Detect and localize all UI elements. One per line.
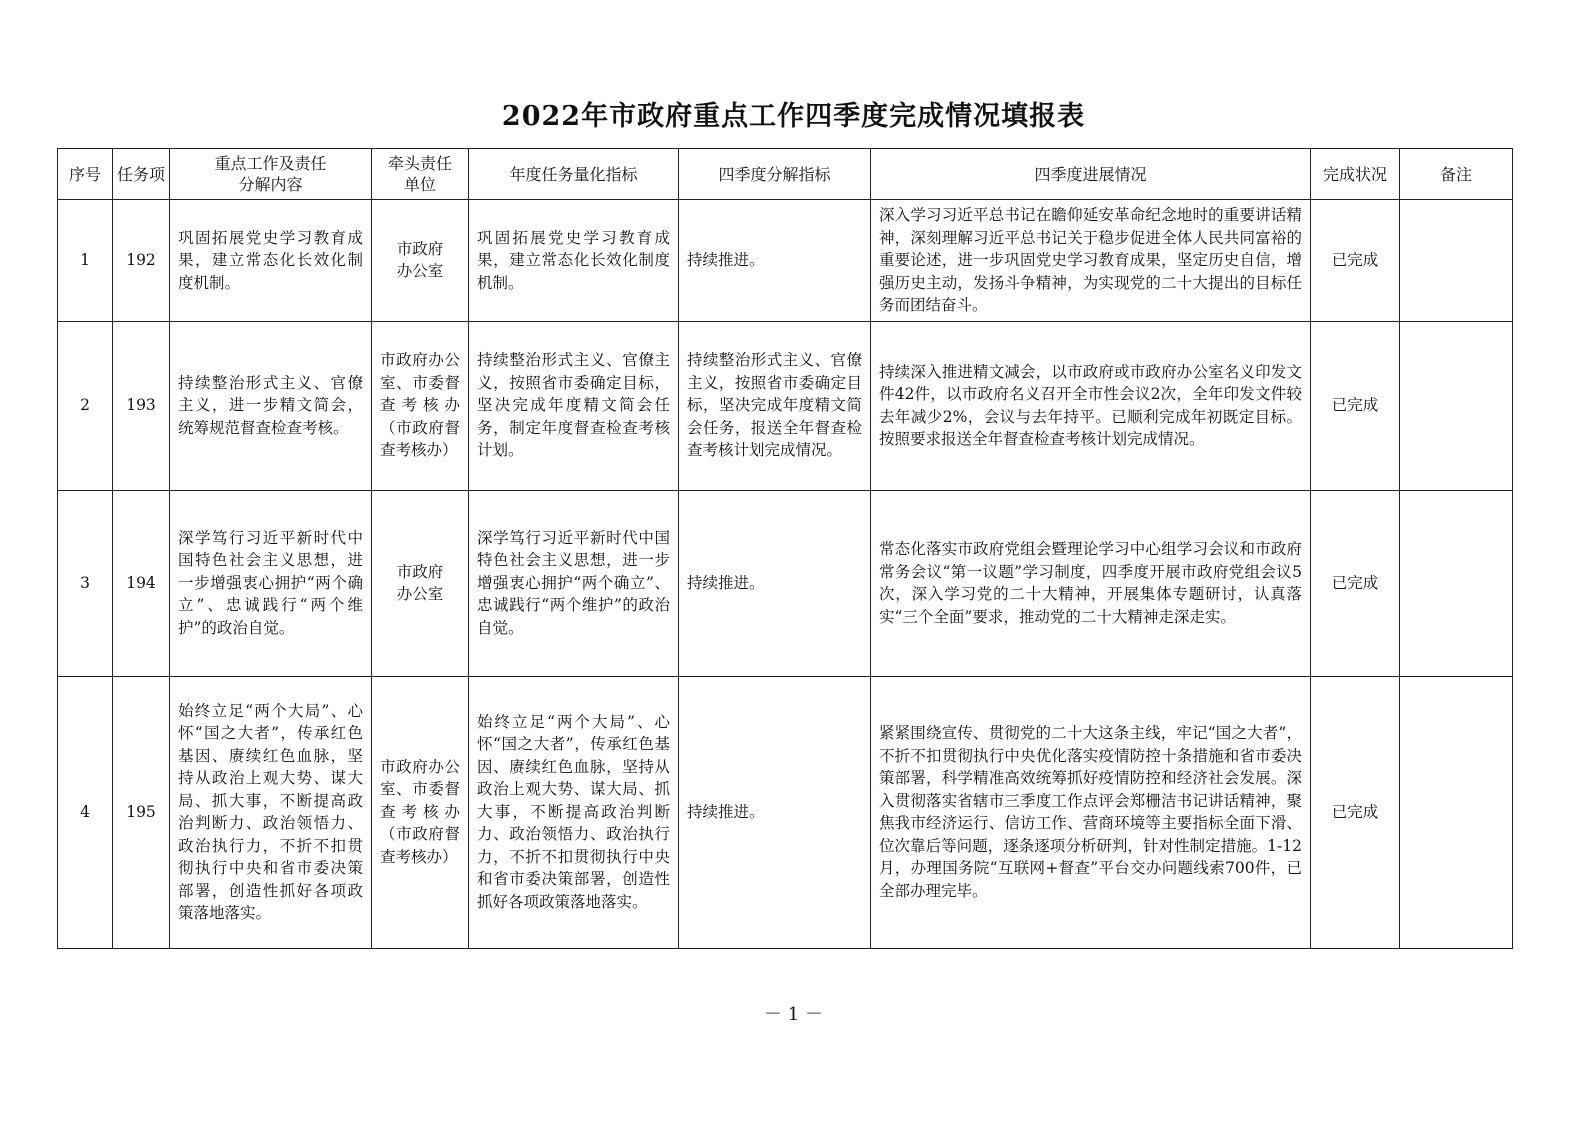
cell-content: 始终立足“两个大局”、心怀“国之大者”，传承红色基因、赓续红色血脉，坚持从政治上观大势、谋大局、抓大事，不断提高政治判断力、政治领悟力、政治执行力，不折不扣贯彻执行中央和省市委决策部署，创造性抓好各项政策落地落实。 <box>170 676 372 948</box>
cell-q4-indicator: 持续推进。 <box>679 200 871 322</box>
cell-unit: 市政府办公室 <box>372 200 469 322</box>
cell-note <box>1400 490 1513 676</box>
cell-note <box>1400 321 1513 490</box>
cell-progress: 持续深入推进精文减会，以市政府或市政府办公室名义印发文件42件，以市政府名义召开全市性会议2次，全年印发文件较去年减少2%，会议与去年持平。已顺利完成年初既定目标。按照要求报送全年督查检查考核计划完成情况。 <box>871 321 1311 490</box>
header-indicator: 年度任务量化指标 <box>469 149 679 200</box>
cell-task: 195 <box>113 676 170 948</box>
cell-seq: 3 <box>58 490 113 676</box>
table-row <box>58 321 1513 490</box>
cell-q4-indicator: 持续整治形式主义、官僚主义，按照省市委确定目标，坚决完成年度精文简会任务，报送全年督查检查考核计划完成情况。 <box>679 321 871 490</box>
cell-status: 已完成 <box>1311 321 1400 490</box>
table-row <box>58 200 1513 322</box>
cell-indicator: 持续整治形式主义、官僚主义，按照省市委确定目标，坚决完成年度精文简会任务，制定年度督查检查考核计划。 <box>469 321 679 490</box>
cell-status: 已完成 <box>1311 490 1400 676</box>
cell-content: 持续整治形式主义、官僚主义，进一步精文简会，统筹规范督查检查考核。 <box>170 321 372 490</box>
cell-progress: 深入学习习近平总书记在瞻仰延安革命纪念地时的重要讲话精神，深刻理解习近平总书记关于稳步促进全体人民共同富裕的重要论述，进一步巩固党史学习教育成果，坚定历史自信，增强历史主动，发扬斗争精神，为实现党的二十大提出的目标任务而团结奋斗。 <box>871 200 1311 322</box>
cell-content: 深学笃行习近平新时代中国特色社会主义思想，进一步增强衷心拥护“两个确立”、忠诚践行“两个维护”的政治自觉。 <box>170 490 372 676</box>
cell-seq: 1 <box>58 200 113 322</box>
cell-seq: 2 <box>58 321 113 490</box>
report-table <box>57 148 1513 949</box>
cell-status: 已完成 <box>1311 676 1400 948</box>
table-row <box>58 490 1513 676</box>
cell-q4-indicator: 持续推进。 <box>679 490 871 676</box>
cell-indicator: 始终立足“两个大局”、心怀“国之大者”，传承红色基因、赓续红色血脉，坚持从政治上观大势、谋大局、抓大事，不断提高政治判断力、政治领悟力、政治执行力，不折不扣贯彻执行中央和省市委决策部署，创造性抓好各项政策落地落实。 <box>469 676 679 948</box>
header-progress: 四季度进展情况 <box>871 149 1311 200</box>
header-q4-indicator: 四季度分解指标 <box>679 149 871 200</box>
header-note: 备注 <box>1400 149 1513 200</box>
header-unit: 牵头责任单位 <box>372 149 469 200</box>
header-status: 完成状况 <box>1311 149 1400 200</box>
header-seq: 序号 <box>58 149 113 200</box>
header-task: 任务项 <box>113 149 170 200</box>
table-row <box>58 676 1513 948</box>
cell-progress: 常态化落实市政府党组会暨理论学习中心组学习会议和市政府常务会议“第一议题”学习制度，四季度开展市政府党组会议5次，深入学习党的二十大精神，开展集体专题研讨，认真落实“三个全面”要求，推动党的二十大精神走深走实。 <box>871 490 1311 676</box>
header-content: 重点工作及责任分解内容 <box>170 149 372 200</box>
cell-indicator: 深学笃行习近平新时代中国特色社会主义思想，进一步增强衷心拥护“两个确立”、忠诚践行“两个维护”的政治自觉。 <box>469 490 679 676</box>
cell-note <box>1400 200 1513 322</box>
cell-progress: 紧紧围绕宣传、贯彻党的二十大这条主线，牢记“国之大者”，不折不扣贯彻执行中央优化落实疫情防控十条措施和省市委决策部署，科学精准高效统筹抓好疫情防控和经济社会发展。深入贯彻落实省辖市三季度工作点评会郑栅洁书记讲话精神，聚焦我市经济运行、信访工作、营商环境等主要指标全面下滑、位次靠后等问题，逐条逐项分析研判，针对性制定措施。1-12月，办理国务院“互联网+督查”平台交办问题线索700件，已全部办理完毕。 <box>871 676 1311 948</box>
cell-indicator: 巩固拓展党史学习教育成果，建立常态化长效化制度机制。 <box>469 200 679 322</box>
cell-task: 194 <box>113 490 170 676</box>
cell-status: 已完成 <box>1311 200 1400 322</box>
cell-q4-indicator: 持续推进。 <box>679 676 871 948</box>
cell-task: 192 <box>113 200 170 322</box>
table-header-row <box>58 149 1513 200</box>
cell-content: 巩固拓展党史学习教育成果，建立常态化长效化制度机制。 <box>170 200 372 322</box>
cell-seq: 4 <box>58 676 113 948</box>
cell-unit: 市政府办公室、市委督查考核办（市政府督查考核办） <box>372 321 469 490</box>
cell-task: 193 <box>113 321 170 490</box>
cell-note <box>1400 676 1513 948</box>
page-number: － 1 － <box>764 1004 823 1025</box>
cell-unit: 市政府办公室 <box>372 490 469 676</box>
page-title: 2022年市政府重点工作四季度完成情况填报表 <box>501 101 1086 132</box>
cell-unit: 市政府办公室、市委督查考核办（市政府督查考核办） <box>372 676 469 948</box>
